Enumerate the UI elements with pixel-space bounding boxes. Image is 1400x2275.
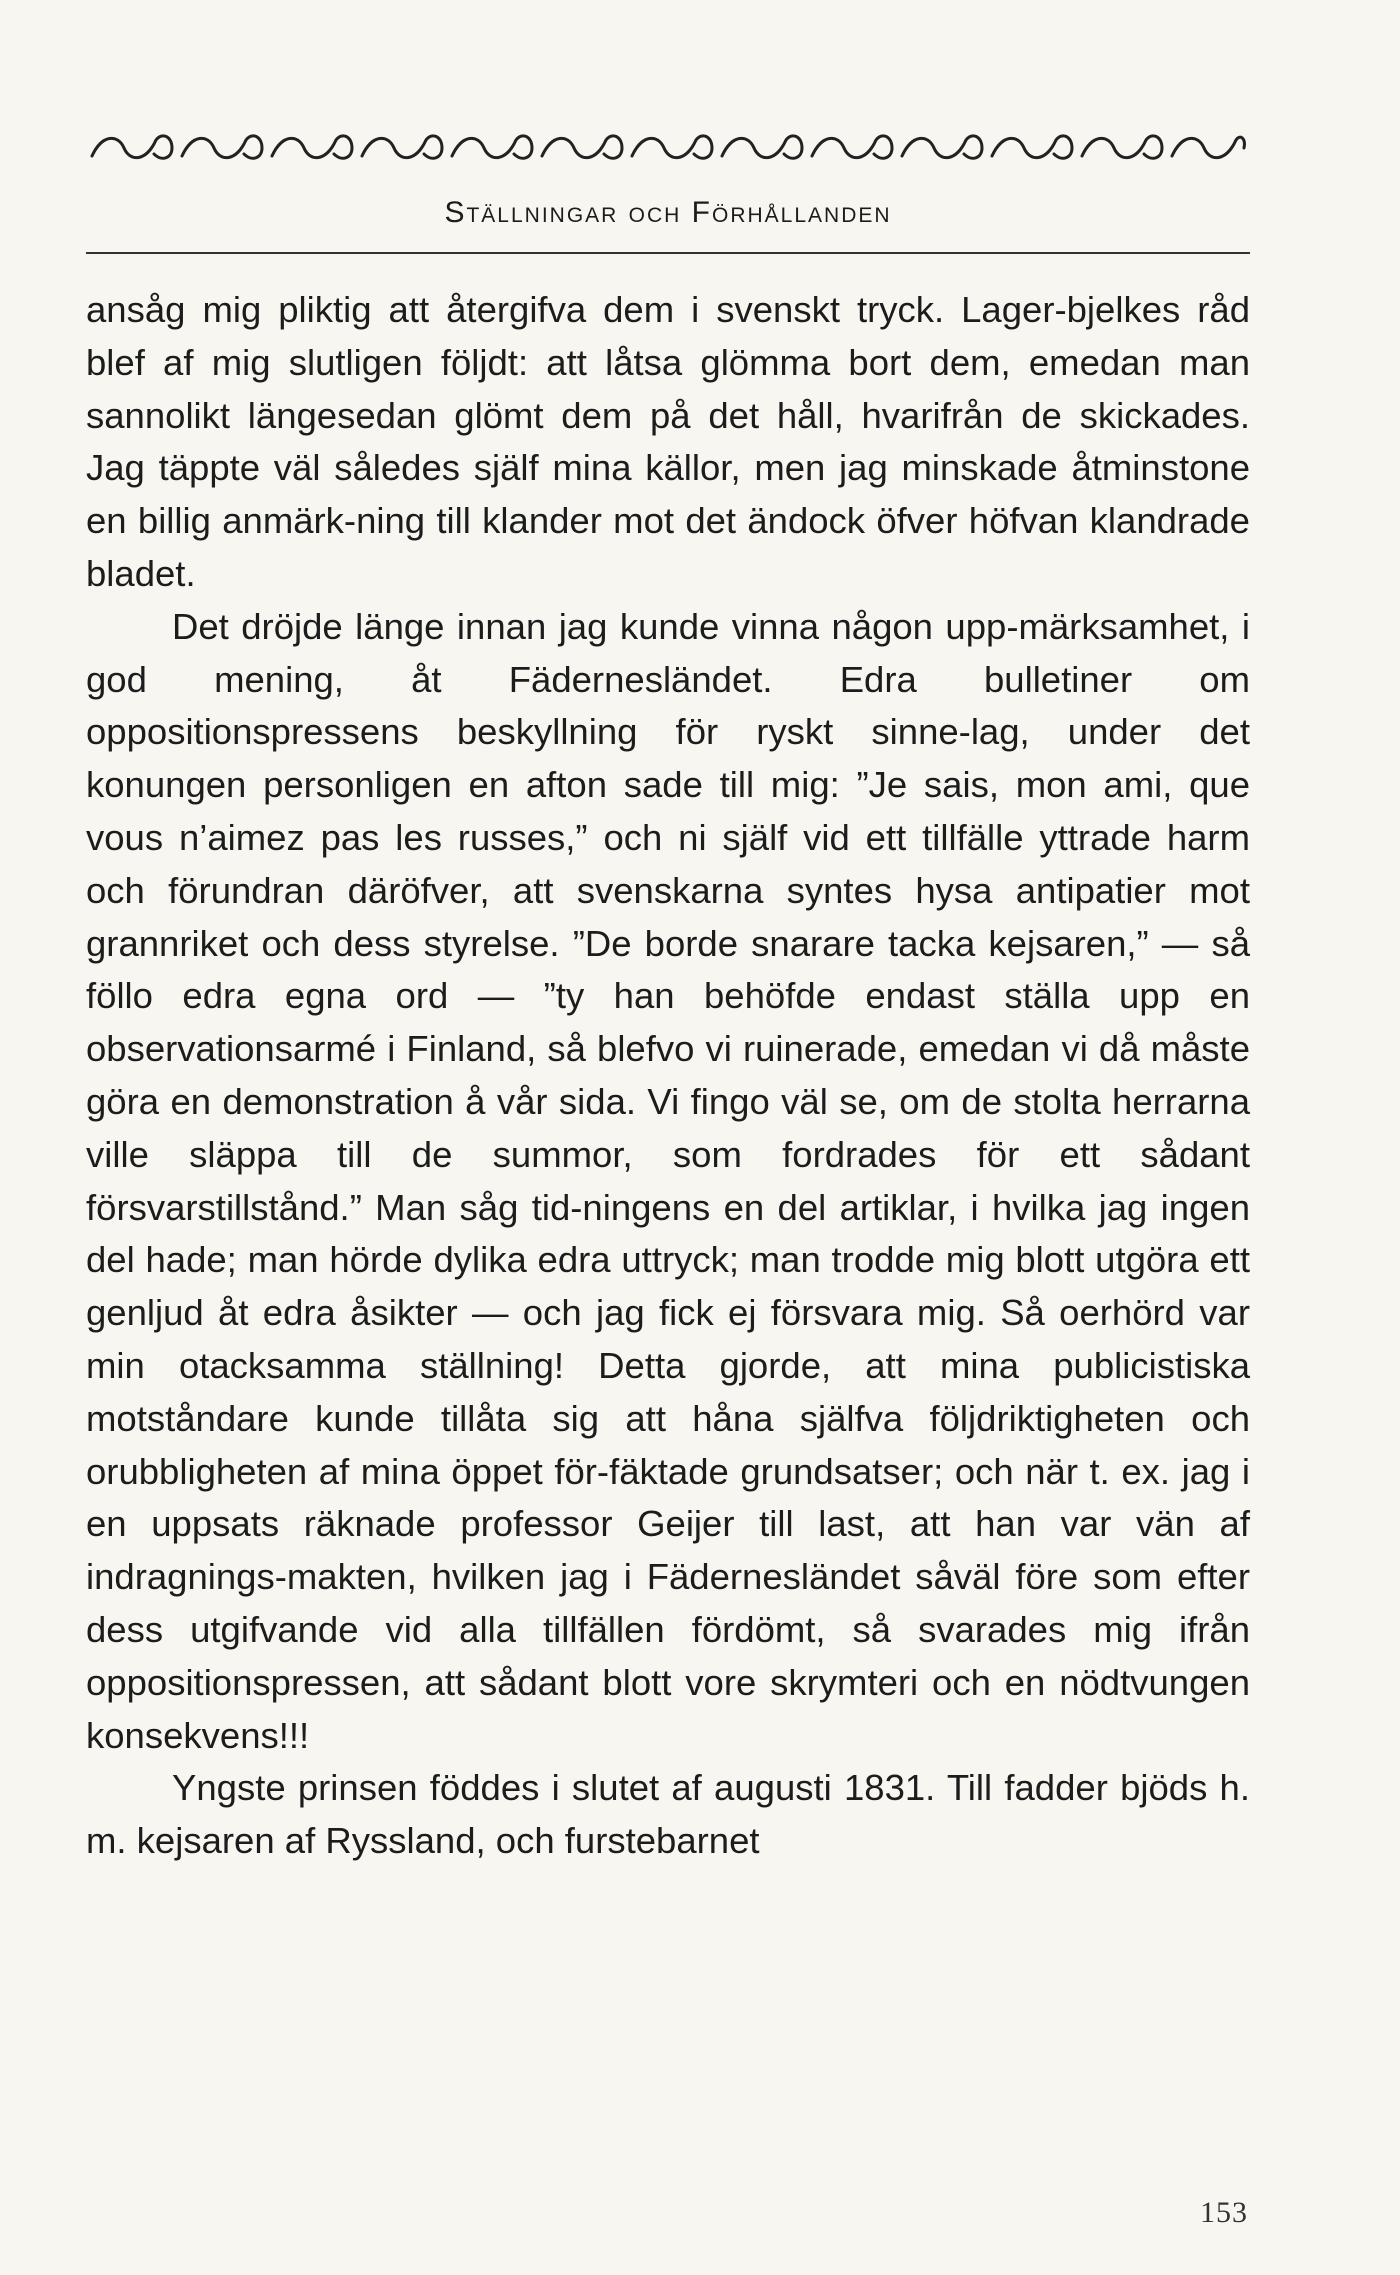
page-number: 153 <box>1200 2196 1248 2229</box>
paragraph: Det dröjde länge innan jag kunde vinna någon upp-märksamhet, i god mening, åt Fädernesländet. Edra bulletiner om oppositionspressens beskyllning för ryskt sinne-lag, under det konungen personligen en afton sade till mig: ”Je sais, mon ami, que vous n’aimez pas les russes,” och ni själf vid ett tillfälle yttrade harm och förundran däröfver, att svenskarna syntes hysa antipatier mot grannriket och dess styrelse. ”De borde snarare tacka kejsaren,” — så föllo edra egna ord — ”ty han behöfde endast ställa upp en observationsarmé i Finland, så blefvo vi ruinerade, emedan vi då måste göra en demonstration å vår sida. Vi fingo väl se, om de stolta herrarna ville släppa till de summor, som fordrades för ett sådant försvarstillstånd.” Man såg tid-ningens en del artiklar, i hvilka jag ingen del hade; man hörde dylika edra uttryck; man trodde mig blott utgöra ett genljud åt edra åsikter — och jag fick ej försvara mig. Så oerhörd var min otacksamma ställning! Detta gjorde, att mina publicistiska motståndare kunde tillåta sig att håna själfva följdriktigheten och orubbligheten af mina öppet för-fäktade grundsatser; och när t. ex. jag i en uppsats räknade professor Geijer till last, att han var vän af indragnings-makten, hvilken jag i Fädernesländet såväl före som efter dess utgifvande vid alla tillfällen fördömt, så svarades mig ifrån oppositionspressen, att sådant blott vore skrymteri och en nödtvungen konsekvens!!! <box>86 605 1250 1756</box>
paragraph: ansåg mig pliktig att återgifva dem i svenskt tryck. Lager-bjelkes råd blef af mig slutligen följdt: att låtsa glömma bort dem, emedan man sannolikt längesedan glömt dem på det håll, hvarifrån de skickades. Jag täppte väl således själf mina källor, men jag minskade åtminstone en billig anmärk-ning till klander mot det ändock öfver höfvan klandrade bladet. <box>86 289 1250 594</box>
paragraph: Yngste prinsen föddes i slutet af augusti 1831. Till fadder bjöds h. m. kejsaren af Ryssland, och furstebarnet <box>86 1767 1250 1862</box>
body-text <box>86 284 1250 1868</box>
header-rule <box>86 252 1250 254</box>
decorative-header-ornament <box>88 128 1248 168</box>
running-head: Ställningar och Förhållanden <box>444 196 892 229</box>
